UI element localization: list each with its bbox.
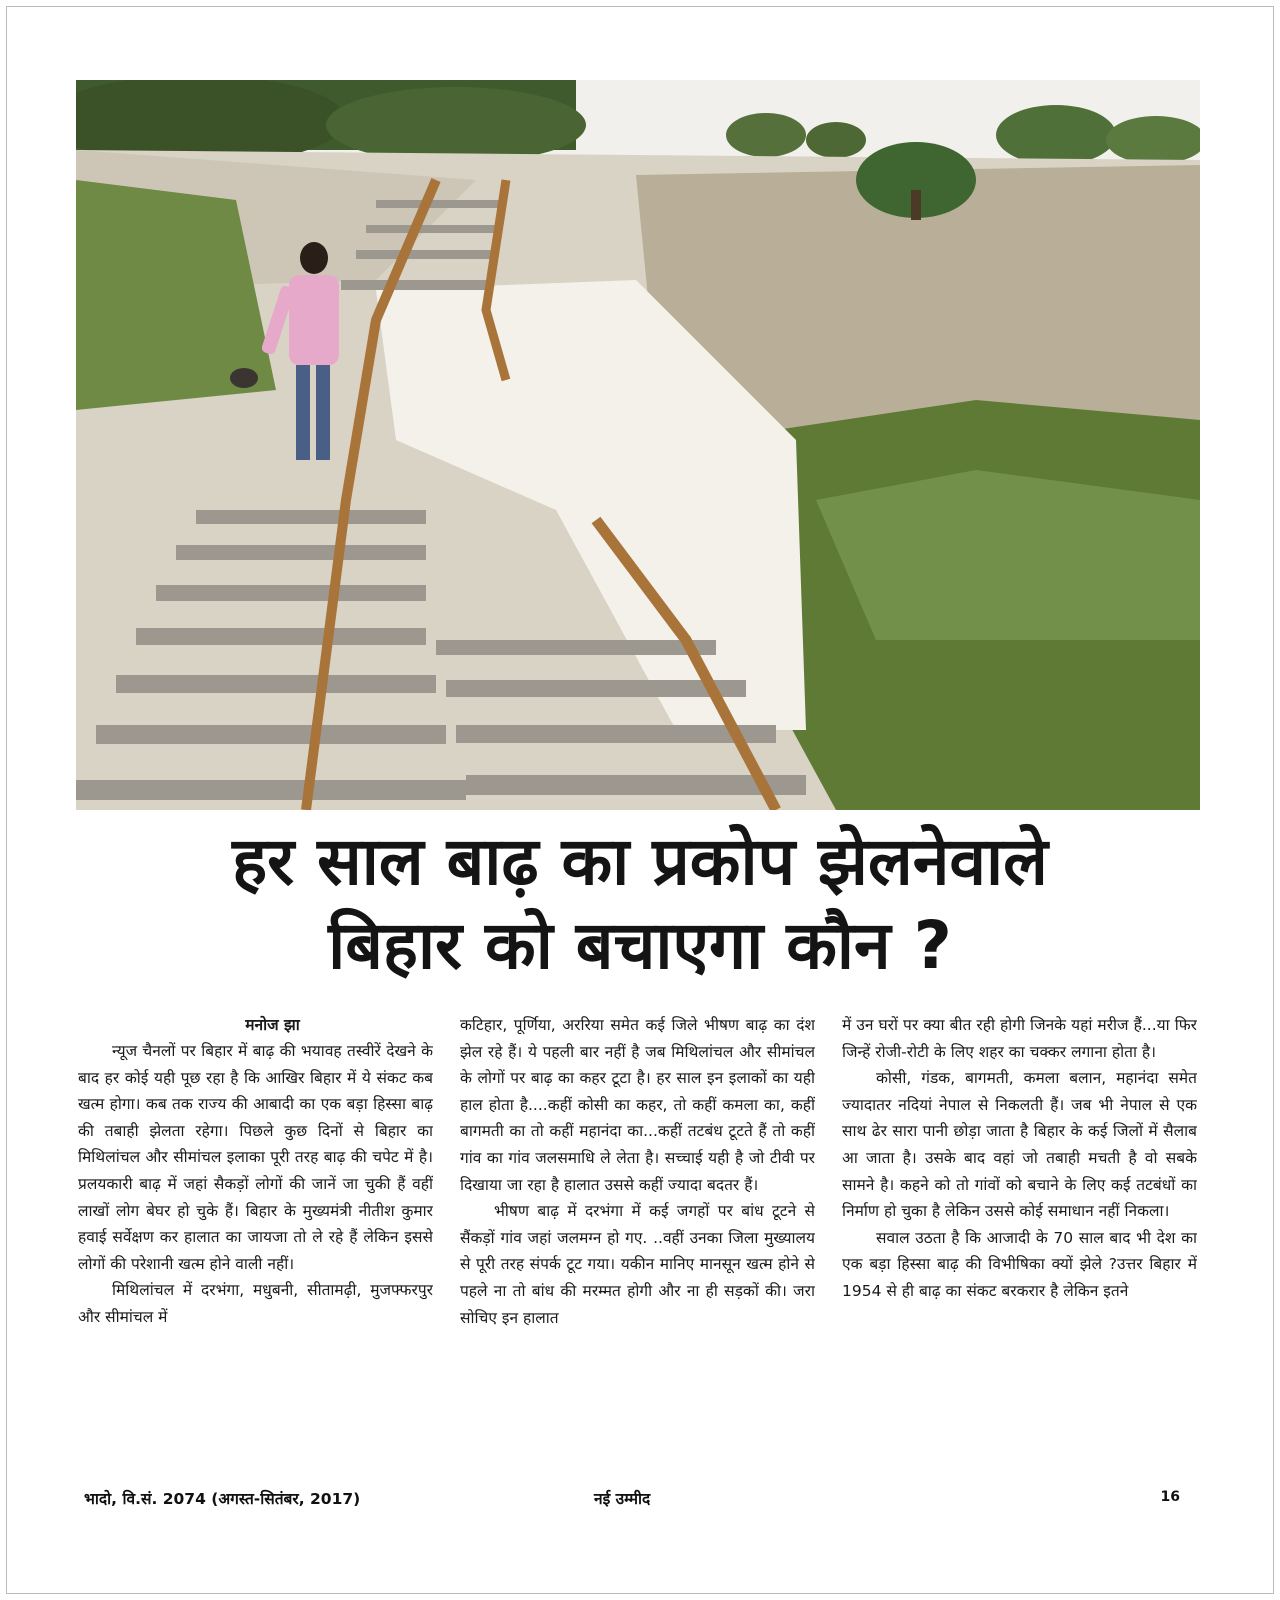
flood-railway-photo — [76, 80, 1200, 810]
paragraph-6: कोसी, गंडक, बागमती, कमला बलान, महानंदा समेत ज्यादातर नदियां नेपाल से निकलती हैं। जब भी नेपाल से एक साथ ढेर सारा पानी छोड़ा जाता है बिहार के कई जिलों में सैलाब आ जाता है। उसके बाद वहां जो तबाही मचती है वो सबके सामने है। कहने को तो गांवों को बचाने के लिए कई तटबंधों का निर्माण हो चुका है लेकिन उससे कोई समाधान नहीं निकला। — [842, 1069, 1197, 1221]
column-1 — [78, 1012, 433, 1472]
paragraph-4: भीषण बाढ़ में दरभंगा में कई जगहों पर बांध टूटने से सैंकड़ों गांव जहां जलमग्न हो गए. ..वहीं उनका जिला मुख्यालय से पूरी तरह संपर्क टूट गया। यकीन मानिए मानसून खत्म होने से पहले ना तो बांध की मरम्मत होगी और ना ही सड़कों की। जरा सोचिए इन हालात — [460, 1202, 815, 1327]
paragraph-3: कटिहार, पूर्णिया, अररिया समेत कई जिले भीषण बाढ़ का दंश झेल रहे हैं। ये पहली बार नहीं है जब मिथिलांचल और सीमांचल के लोगों पर बाढ़ का कहर टूटा है। हर साल इन इलाकों का यही हाल होता है....कहीं कोसी का कहर, तो कहीं कमला का, कहीं बागमती का तो कहीं महानंदा का...कहीं तटबंध टूटते हैं तो कहीं गांव का गांव जलसमाधि ले लेता है। सच्चाई यही है जो टीवी पर दिखाया जा रहा है हालात उससे कहीं ज्यादा बदतर हैं। — [460, 1016, 815, 1194]
article-headline — [60, 820, 1220, 988]
article-body — [78, 1012, 1202, 1472]
column-3 — [842, 1012, 1197, 1472]
magazine-name: नई उम्मीद — [594, 1490, 651, 1508]
issue-date: भादो, वि.सं. 2074 (अगस्त-सितंबर, 2017) — [84, 1490, 361, 1508]
headline-line-2: बिहार को बचाएगा कौन ? — [328, 907, 952, 984]
headline-line-1: हर साल बाढ़ का प्रकोप झेलनेवाले — [232, 823, 1048, 900]
page-footer — [84, 1487, 1200, 1515]
column-2 — [460, 1012, 815, 1472]
paragraph-5: में उन घरों पर क्या बीत रही होगी जिनके यहां मरीज हैं...या फिर जिन्हें रोजी-रोटी के लिए शहर का चक्कर लगाना होता है। — [842, 1016, 1197, 1061]
paragraph-7: सवाल उठता है कि आजादी के 70 साल बाद भी देश का एक बड़ा हिस्सा बाढ़ की विभीषिका क्यों झेले ?उत्तर बिहार में 1954 से ही बाढ़ का संकट बरकरार है लेकिन इतने — [842, 1228, 1197, 1300]
paragraph-1: न्यूज चैनलों पर बिहार में बाढ़ की भयावह तस्वीरें देखने के बाद हर कोई यही पूछ रहा है कि आखिर बिहार में ये संकट कब खत्म होगा। कब तक राज्य की आबादी का एक बड़ा हिस्सा बाढ़ की तबाही झेलता रहेगा। पिछले कुछ दिनों से बिहार का मिथिलांचल और सीमांचल इलाका पूरी तरह बाढ़ की चपेट में है। प्रलयकारी बाढ़ में जहां सैकड़ों लोगों की जानें जा चुकी हैं वहीं लाखों लोग बेघर हो चुके हैं। बिहार के मुख्यमंत्री नीतीश कुमार हवाई सर्वेक्षण कर हालात का जायजा तो ले रहे हैं लेकिन इससे लोगों की परेशानी खत्म होने वाली नहीं। — [78, 1042, 433, 1273]
author-byline: मनोज झा — [245, 1016, 300, 1034]
paragraph-2: मिथिलांचल में दरभंगा, मधुबनी, सीतामढ़ी, मुजफ्फरपुर और सीमांचल में — [78, 1281, 433, 1326]
page-number: 16 — [1160, 1489, 1180, 1505]
